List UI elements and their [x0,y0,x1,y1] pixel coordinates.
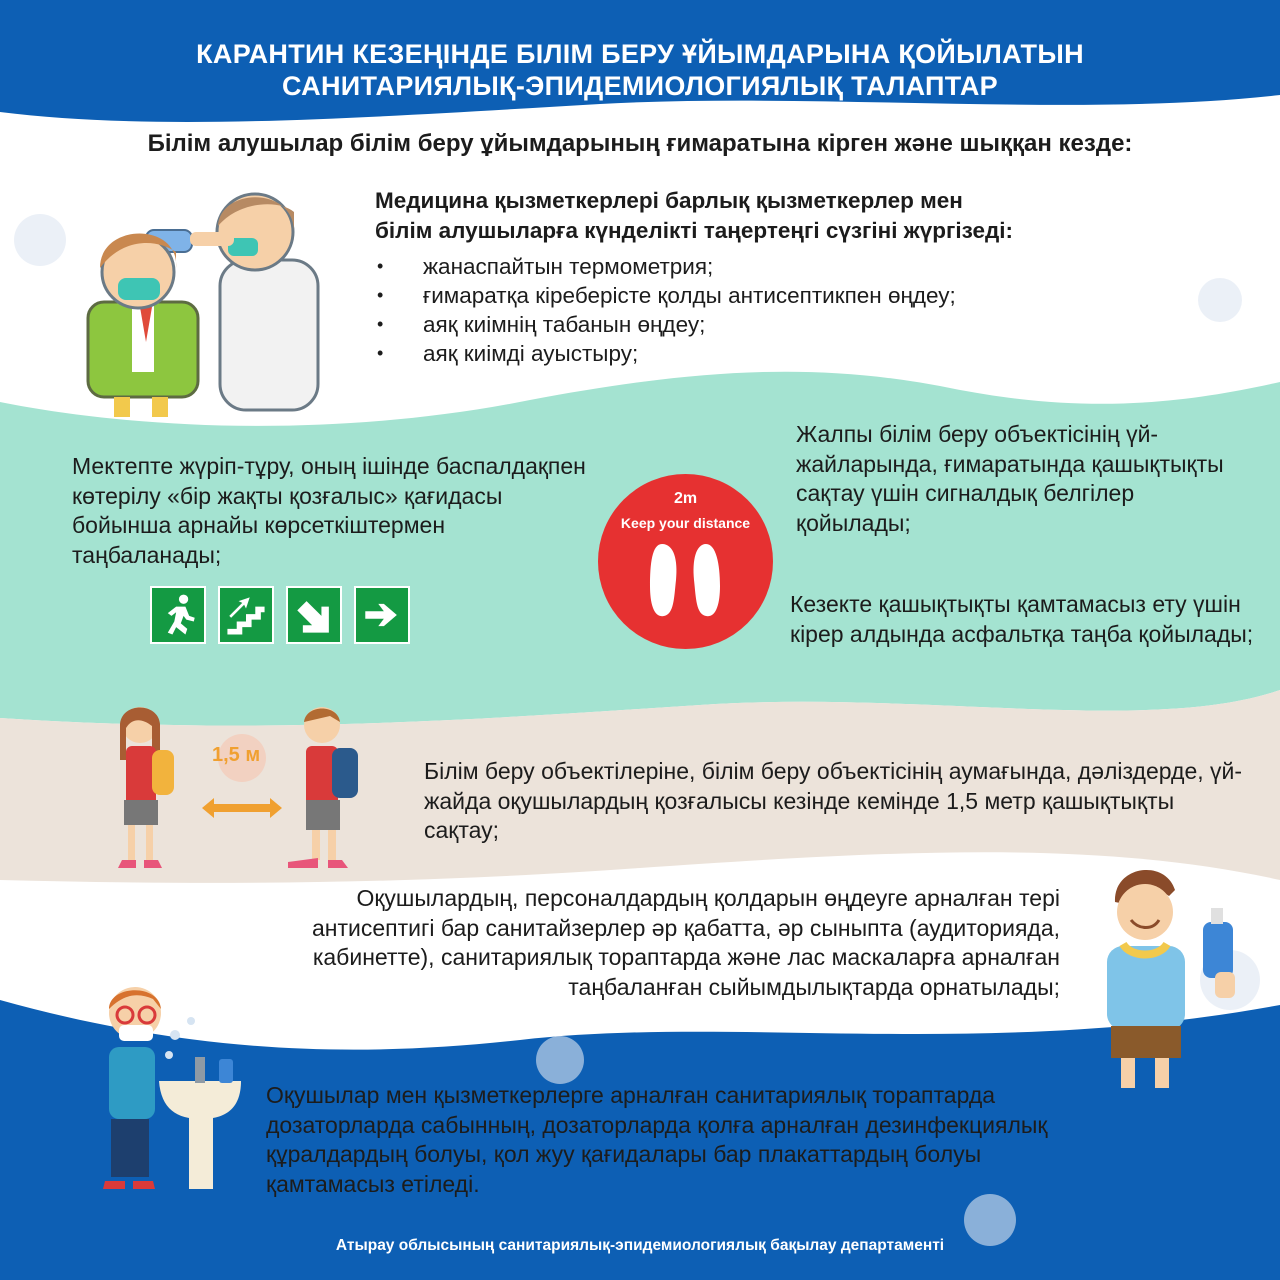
sticker-distance: 2m [673,490,698,507]
title-line-2: САНИТАРИЯЛЫҚ-ЭПИДЕМИОЛОГИЯЛЫҚ ТАЛАПТАР [282,71,998,101]
arrow-down-right-sign-icon [286,586,342,644]
morning-filter-lead [375,186,1013,246]
soap-dispenser-text: Оқушылар мен қызметкерлерге арналған санитариялық тораптарда дозаторларда сабынның, дозаторларда қолға арналған дезинфекциялық құралдардың болуы, қол жуу қағидалары бар плакаттардың болуы қамтамасыз етіледі. [266,1082,1048,1197]
arrow-right-sign-icon [354,586,410,644]
signal-signs-text: Жалпы білім беру объектісінің үй-жайларында, ғимаратында қашықтықты сақтау үшін сигналдық белгілер қойылады; [796,421,1224,536]
one-way-movement-text: Мектепте жүріп-тұру, оның ішінде баспалдақпен көтерілу «бір жақты қозғалыс» қағидасы бойынша арнайы көрсеткіштермен таңбаланады; [72,453,586,568]
page-title [0,38,1280,102]
title-line-1: КАРАНТИН КЕЗЕҢІНДЕ БІЛІМ БЕРУ ҰЙЫМДАРЫНА ҚОЙЫЛАТЫН [196,39,1084,69]
distance-rule-text: Білім беру объектілеріне, білім беру объектісінің аумағында, дәліздерде, үй-жайда оқушылардың қозғалысы кезінде кемінде 1,5 метр қашықтықты сақтау; [424,758,1243,843]
list-item: • аяқ киімнің табанын өңдеу; [375,310,956,339]
morning-filter-list [375,252,956,368]
boy-with-sanitizer-illustration [1095,860,1255,1100]
boy-washing-hands-illustration [95,985,245,1195]
footprints-icon [640,540,730,620]
sanitizer-placement-text: Оқушылардың, персоналдардың қолдарын өңдеуге арналған тері антисептигі бар санитайзерлер әр қабатта, әр сыныпта (аудиторияда, кабинетте), санитариялық тораптарда және лас маскаларға арналған таңбаланған сыйымдылықтарда орнатылады; [312,885,1060,1000]
footer-department: Атырау облысының санитариялық-эпидемиологиялық бақылау департаменті [335,1237,945,1254]
stairs-arrow-sign-icon [218,586,274,644]
lead-line-2: білім алушыларға күнделікті таңертеңгі сүзгіні жүргізеді: [375,218,1014,243]
lead-line-1: Медицина қызметкерлері барлық қызметкерлер мен [375,188,963,213]
list-item: • аяқ киімді ауыстыру; [375,339,956,368]
running-man-sign-icon [150,586,206,644]
list-item: • жанаспайтын термометрия; [375,252,956,281]
sticker-label: Keep your distance [620,515,751,531]
list-item: • ғимаратқа кіреберісте қолды антисептикпен өңдеу; [375,281,956,310]
nurse-thermometer-illustration [70,182,330,417]
section-subtitle: Білім алушылар білім беру ұйымдарының ғимаратына кірген және шыққан кезде: [147,130,1133,157]
distance-label: 1,5 м [212,744,261,766]
queue-marking-text: Кезекте қашықтықты қамтамасыз ету үшін кірер алдында асфальтқа таңба қойылады; [790,591,1254,647]
two-students-illustration [92,700,392,875]
